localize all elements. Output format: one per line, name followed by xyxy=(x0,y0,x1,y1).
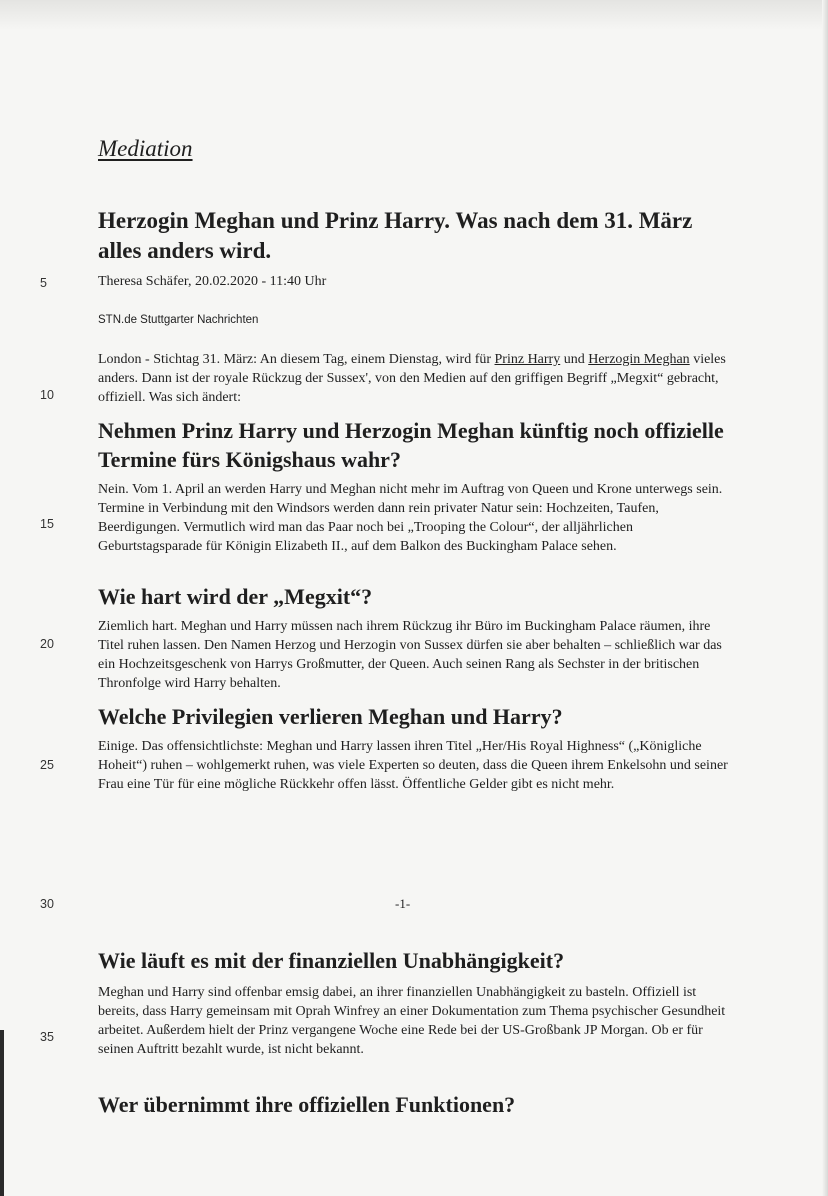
line-number: 15 xyxy=(40,517,54,531)
link-prinz-harry[interactable]: Prinz Harry xyxy=(494,352,561,367)
line-number: 25 xyxy=(40,758,54,772)
section-text: Einige. Das offensichtlichste: Meghan und Harry lassen ihren Titel „Her/His Royal Highness“ („Königliche Hoheit“) ruhen – wohlgemerkt ruhen, was viele Experten so deuten, dass die Queen ihrem Enkelsohn und seiner Frau eine Tür für eine mögliche Rückkehr offen lässt. Öffentliche Gelder gibt es nicht mehr. xyxy=(98,739,728,792)
section-heading: Wie läuft es mit der finanziellen Unabhängigkeit? xyxy=(98,948,565,973)
page-number: -1- xyxy=(395,896,411,911)
scan-shadow-right xyxy=(822,0,828,1196)
section-text: Meghan und Harry sind offenbar emsig dabei, an ihrer finanziellen Unabhängigkeit zu basteln. Offiziell ist bereits, dass Harry gemeinsam mit Oprah Winfrey an einer Dokumentation zum Thema psychischer Gesundheit arbeitet. Außerdem hielt der Prinz vergangene Woche eine Rede bei der US-Großbank JP Morgan. Ob er für seinen Auftritt bezahlt wurde, ist nicht bekannt. xyxy=(98,985,726,1057)
document-title: Mediation xyxy=(98,136,193,161)
line-number: 30 xyxy=(40,897,54,911)
link-herzogin-meghan[interactable]: Herzogin Meghan xyxy=(588,352,690,367)
line-number: 35 xyxy=(40,1030,54,1044)
section-heading: Wer übernimmt ihre offiziellen Funktionen? xyxy=(98,1092,516,1117)
scan-shadow-top xyxy=(0,0,828,30)
intro-paragraph: London - Stichtag 31. März: An diesem Tag, einem Dienstag, wird für Prinz Harry und Herzogin Meghan vieles anders. Dann ist der royale Rückzug der Sussex', von den Medien auf den griffigen Begriff „Megxit“ gebracht, offiziell. Was sich ändert: xyxy=(98,352,726,405)
section-text: Ziemlich hart. Meghan und Harry müssen nach ihrem Rückzug ihr Büro im Buckingham Palace räumen, ihre Titel ruhen lassen. Den Namen Herzog und Herzogin von Sussex dürfen sie aber behalten – schließlich war das ein Hochzeitsgeschenk von Harrys Großmutter, der Queen. Auch seinen Rang als Sechster in der britischen Thronfolge wird Harry behalten. xyxy=(98,619,722,691)
source-label: STN.de Stuttgarter Nachrichten xyxy=(98,314,259,326)
scan-shadow-left xyxy=(0,1030,4,1196)
section-text: Nein. Vom 1. April an werden Harry und Meghan nicht mehr im Auftrag von Queen und Krone unterwegs sein. Termine in Verbindung mit den Windsors werden dann rein privater Natur sein: Hochzeiten, Taufen, Beerdigungen. Vermutlich wird man das Paar noch bei „Trooping the Colour“, der alljährlichen Geburtstagsparade für Königin Elizabeth II., auf dem Balkon des Buckingham Palace sehen. xyxy=(98,482,723,554)
article-headline: Herzogin Meghan und Prinz Harry. Was nach dem 31. März alles anders wird. xyxy=(98,208,693,263)
line-number: 10 xyxy=(40,388,54,402)
byline: Theresa Schäfer, 20.02.2020 - 11:40 Uhr xyxy=(98,274,327,289)
section-heading: Nehmen Prinz Harry und Herzogin Meghan künftig noch offizielle Termine fürs Königshaus wahr? xyxy=(98,418,724,472)
line-number: 20 xyxy=(40,637,54,651)
section-heading: Wie hart wird der „Megxit“? xyxy=(98,584,373,609)
line-number: 5 xyxy=(40,276,47,290)
section-heading: Welche Privilegien verlieren Meghan und Harry? xyxy=(98,704,563,729)
